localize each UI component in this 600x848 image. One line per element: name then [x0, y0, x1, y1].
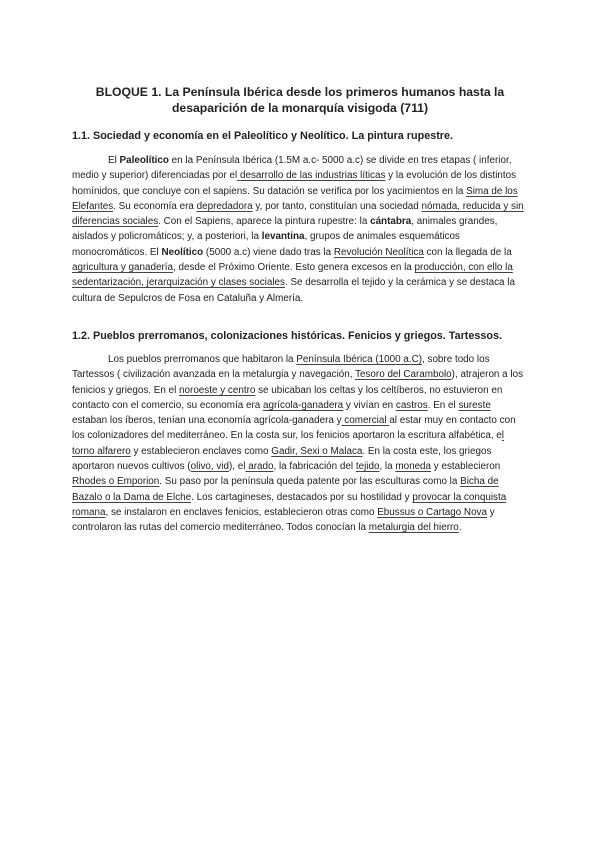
- text-run: , animales grandes, aislados y policromáticos; y, a posteriori, la: [72, 216, 498, 243]
- underlined-term: Gadir, Sexi o Malaca: [271, 445, 363, 457]
- underlined-term: Revolución Neolítica: [333, 246, 424, 258]
- text-run: El: [108, 155, 120, 166]
- underlined-term: l torno alfarero: [72, 430, 504, 457]
- underlined-term: noroeste y centro: [179, 384, 256, 396]
- text-run: . Los cartagineses, destacados por su hostilidad y: [191, 491, 413, 503]
- underlined-term: depredadora: [196, 200, 253, 212]
- underlined-term: producción, con ello la sedentarización, jerarquización y clases sociales: [72, 262, 513, 289]
- text-run: , grupos de animales esquemáticos monocromáticos. El: [72, 231, 460, 258]
- underlined-term: nómada, reducida y sin diferencias sociales: [72, 200, 524, 228]
- bold-term: cántabra: [370, 216, 412, 228]
- text-run: , la fabricación del: [273, 461, 356, 473]
- underlined-term: tejido: [355, 461, 380, 473]
- text-run: y controlaron las rutas del comercio mediterráneo. Todos conocían la: [72, 506, 495, 534]
- underlined-term: Ebussus o Cartago Nova: [377, 506, 487, 518]
- text-run: y, por tanto, constituían una sociedad: [252, 200, 422, 212]
- underlined-term: moneda: [395, 461, 432, 473]
- text-run: Los pueblos prerromanos que habitaron la: [108, 354, 297, 365]
- text-run: y establecieron enclaves como: [130, 445, 272, 457]
- text-run: al estar muy en contacto con los colonizadores del mediterráneo. En la costa sur, los fenicios aportaron la escritura alfabética, e: [72, 415, 516, 442]
- underlined-term: Península Ibérica (1000 a.C): [296, 354, 423, 365]
- section-1-paragraph: [72, 153, 528, 306]
- text-run: ), atrajeron a los fenicios y griegos. En el: [72, 369, 524, 396]
- underlined-term: comercial: [341, 415, 390, 427]
- section-2-heading: 1.2. Pueblos prerromanos, colonizaciones históricas. Fenicios y griegos. Tartessos.: [72, 330, 503, 342]
- text-run: , se instalaron en enclaves fenicios, establecieron otras como: [105, 506, 378, 518]
- text-run: . Su economía era: [113, 200, 197, 212]
- bold-term: Neolítico: [161, 246, 204, 258]
- section-2-paragraph: [72, 352, 528, 536]
- text-run: . En la costa este, los griegos aportaron nuevos cultivos (: [72, 445, 492, 473]
- section-1-heading: 1.1. Sociedad y economía en el Paleolítico y Neolítico. La pintura rupestre.: [72, 130, 454, 142]
- underlined-term: arado: [245, 461, 274, 473]
- underlined-term: desarrollo de las industrias líticas: [237, 170, 386, 182]
- text-run: con la llegada de la: [423, 246, 512, 258]
- underlined-term: Rhodes o Emporion: [72, 476, 160, 488]
- text-run: , desde el Próximo Oriente. Esto genera excesos en la: [173, 262, 415, 274]
- underlined-term: Sima de los Elefantes: [72, 185, 518, 212]
- text-run: y vivían en: [343, 399, 396, 411]
- bold-term: Paleolítico: [119, 155, 169, 166]
- text-run: (5000 a.c) viene dado tras la: [203, 246, 334, 258]
- text-run: ), el: [229, 461, 246, 473]
- text-run: y la evolución de los distintos homínidos, que concluye con el sapiens. Su datación se verifica por los yacimientos en la: [72, 170, 517, 197]
- underlined-term: metalurgia del hierro: [368, 522, 459, 534]
- underlined-term: agricultura y ganadería: [72, 262, 174, 274]
- title-line-1: BLOQUE 1. La Península Ibérica desde los primeros humanos hasta la: [95, 85, 505, 99]
- text-run: y establecieron: [431, 461, 501, 473]
- text-run: , la: [379, 461, 396, 473]
- bold-term: levantina: [261, 231, 305, 243]
- title-line-2: desaparición de la monarquía visigoda (711): [171, 101, 429, 115]
- text-run: . Se desarrolla el tejido y la cerámica y se destaca la cultura de Sepulcros de Fosa en Cataluña y Almería.: [72, 277, 515, 304]
- text-run: . Su paso por la península queda patente por las esculturas como la: [159, 476, 461, 488]
- underlined-term: castros: [395, 399, 428, 411]
- underlined-term: Bicha de Bazalo o la Dama de Elche: [72, 476, 499, 503]
- text-run: . En el: [427, 399, 459, 411]
- text-run: .: [458, 522, 462, 534]
- text-run: se ubicaban los celtas y los celtíberos, no estuvieron en contacto con el comercio, su economía era: [72, 384, 503, 411]
- text-run: estaban los íberos, tenían una economía agrícola-ganadera y: [72, 415, 342, 427]
- underlined-term: Tesoro del Carambolo: [355, 369, 452, 381]
- underlined-term: olivo, vid: [190, 461, 229, 473]
- text-run: , sobre todo los Tartessos ( civilización avanzada en la metalurgia y navegación,: [72, 354, 490, 381]
- underlined-term: sureste: [458, 399, 491, 411]
- underlined-term: agrícola-ganadera: [263, 399, 344, 411]
- underlined-term: provocar la conquista romana: [72, 491, 507, 518]
- text-run: . Con el Sapiens, aparece la pintura rupestre: la: [158, 216, 371, 228]
- text-run: en la Península Ibérica (1.5M a.c- 5000 a.c) se divide en tres etapas ( inferior, medio y superior) diferenciadas por el: [72, 155, 512, 182]
- document-title: [72, 84, 528, 116]
